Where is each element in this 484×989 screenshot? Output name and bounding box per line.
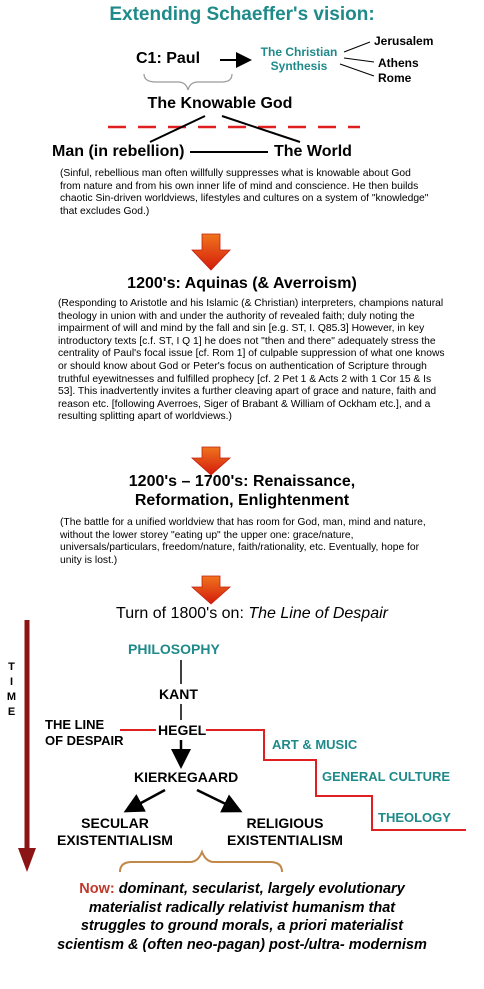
node-kierkegaard: KIERKEGAARD	[134, 769, 239, 785]
renaissance-heading-line1: 1200's – 1700's: Renaissance,	[128, 473, 356, 490]
now-brace	[120, 852, 282, 872]
now-paragraph	[56, 880, 428, 954]
religious-line2: EXISTENTIALISM	[227, 832, 343, 848]
down-arrow-1	[192, 234, 230, 270]
religious-line1: RELIGIOUS	[246, 815, 324, 831]
node-secular-existentialism	[50, 815, 180, 849]
kierkegaard-secular-arrow	[128, 790, 165, 810]
c1-paul-label: C1: Paul	[136, 50, 201, 67]
down-arrow-3	[192, 576, 230, 604]
city-line-jerusalem	[344, 42, 370, 52]
node-art-music: ART & MUSIC	[272, 737, 358, 752]
time-letter: T	[8, 661, 16, 673]
now-text: dominant, secularist, largely evolutionary materialist radically relativist humanism that struggles to ground morals, a priori materialist scientism & (often neo-pagan) post-/ultra- modernism	[57, 881, 427, 953]
line-of-despair-heading	[60, 605, 444, 623]
time-letter: I	[9, 676, 15, 688]
city-line-rome	[340, 64, 374, 76]
man-in-rebellion: Man (in rebellion)	[52, 143, 185, 160]
time-arrow-head	[18, 848, 36, 872]
renaissance-note: (The battle for a unified worldview that has room for God, man, mind and nature, without the lower storey "eating up" the upper one: grace/nature, universals/particulars, freedom/nature, faith/rationality, etc. Eventually, hope for unity is lost.)	[60, 517, 426, 566]
city-line-athens	[344, 58, 374, 62]
city-jerusalem: Jerusalem	[374, 34, 434, 48]
line-label-2: OF DESPAIR	[45, 733, 124, 748]
note-rebellion: (Sinful, rebellious man often willfully suppresses what is knowable about God from nature and from his own inner life of mind and conscience. He then builds chaotic Sin-driven worldviews, lifestyles and cultures on a system of "knowledge" that excludes God.)	[60, 168, 429, 217]
city-rome: Rome	[378, 71, 412, 85]
line-of-despair-heading-italic: The Line of Despair	[248, 605, 388, 622]
page-title: Extending Schaeffer's vision:	[109, 4, 375, 25]
node-theology: THEOLOGY	[378, 810, 451, 825]
line-of-despair-heading-prefix: Turn of 1800's on:	[116, 605, 249, 622]
down-arrow-2	[192, 447, 230, 475]
secular-line1: SECULAR	[81, 815, 149, 831]
now-label: Now:	[79, 881, 115, 897]
christian-synthesis: The Christian Synthesis	[260, 45, 338, 73]
the-world: The World	[274, 143, 352, 160]
renaissance-heading-line2: Reformation, Enlightenment	[134, 492, 350, 509]
node-kant: KANT	[159, 686, 198, 702]
node-hegel: HEGEL	[158, 722, 207, 738]
time-label	[2, 660, 22, 720]
god-to-world-line	[222, 116, 300, 142]
knowable-god: The Knowable God	[147, 95, 293, 112]
node-philosophy: PHILOSOPHY	[128, 641, 220, 657]
time-letter: M	[6, 691, 18, 703]
node-religious-existentialism	[215, 815, 355, 849]
paul-brace	[144, 74, 232, 90]
time-letter: E	[7, 706, 17, 718]
god-to-man-line	[150, 116, 205, 142]
aquinas-heading: 1200's: Aquinas (& Averroism)	[127, 275, 357, 292]
aquinas-note: (Responding to Aristotle and his Islamic (& Christian) interpreters, champions natural theology in union with and under the authority of revealed faith; duly noting the impairment of will and mind by the fall and sin [e.g. ST, I. Q85.3] However, in key introductory texts [c.f. ST, I Q 1] he does not "then and there" adequately stress the centrality of Paul's focal issue [cf. Rom 1] of culpable suppression of what one knows or should know about God or Peter's focus on authentication of Scripture through truthful eyewitnesses and fulfilled prophecy [cf. 2 Pet 1 & Acts 2 with 1 Cor 15 & Is 53]. This inadvertently invites a further cleaving apart of grace and nature, faith and reason etc. [following Averroes, Siger of Brabant & William of Ockham etc.], and a resulting splitting apart of worldviews.)	[58, 298, 445, 423]
node-general-culture: GENERAL CULTURE	[322, 769, 451, 784]
city-athens: Athens	[378, 56, 419, 70]
kierkegaard-religious-arrow	[197, 790, 238, 810]
line-label-1: THE LINE	[45, 717, 105, 732]
secular-line2: EXISTENTIALISM	[57, 832, 173, 848]
